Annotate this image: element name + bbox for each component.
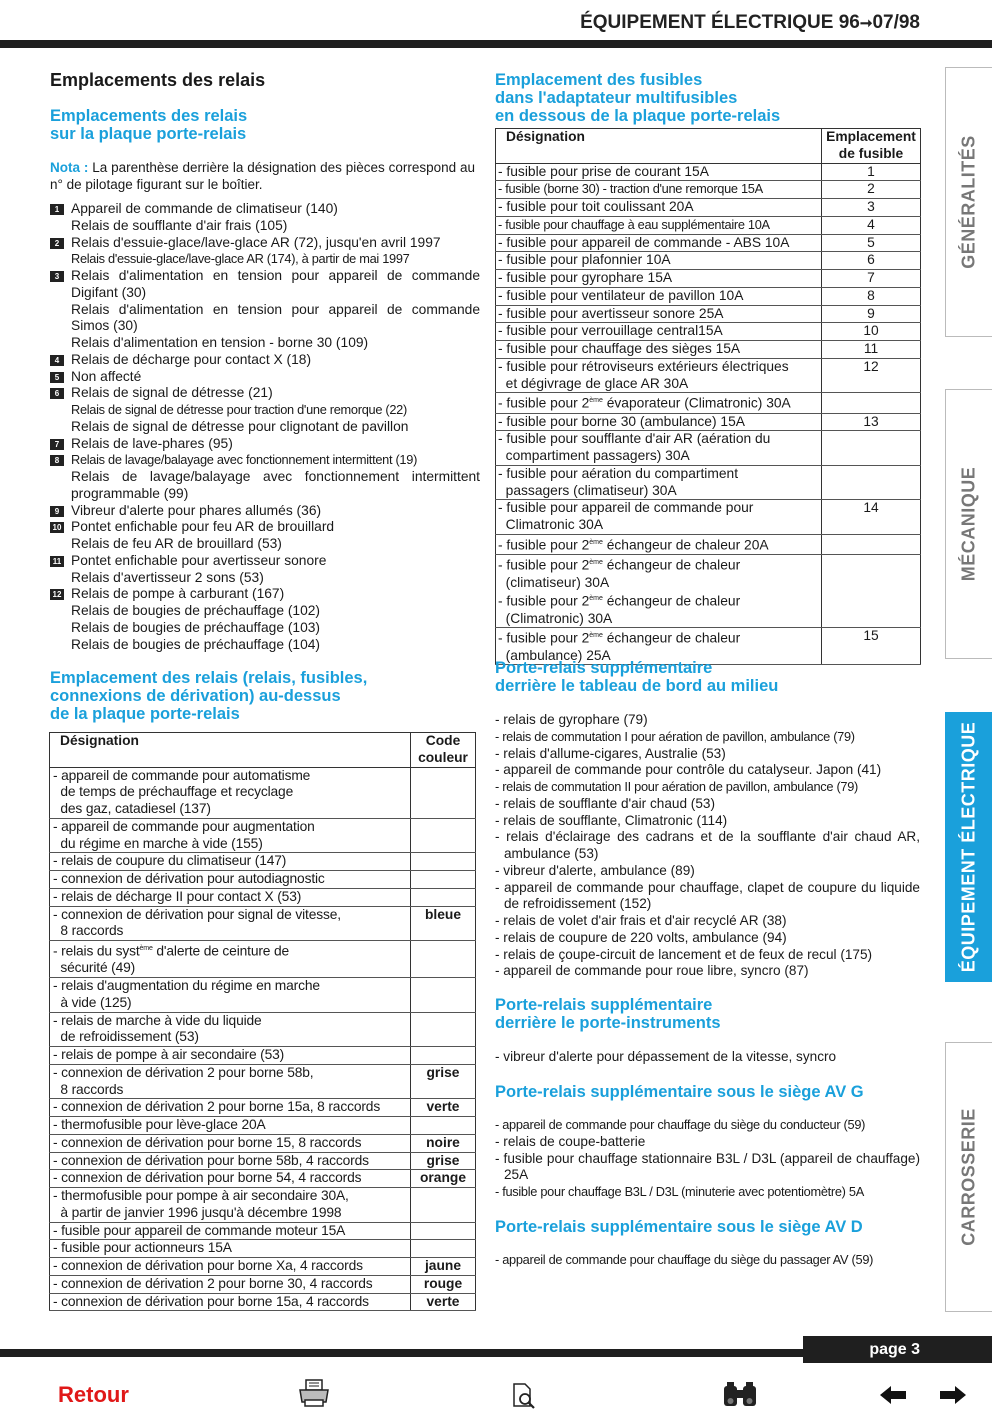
table-row (496, 270, 921, 288)
relay-number (50, 503, 71, 520)
color-code-cell (411, 978, 476, 1013)
table-row (50, 1222, 476, 1240)
table-row (50, 1134, 476, 1152)
table-header-row (496, 129, 921, 164)
designation-cell: - relais du syst$^{ème}$ d'alerte de ceinture de sécurité (49) (50, 941, 411, 978)
relay-number (50, 436, 71, 453)
table-row (50, 1188, 476, 1223)
relay-number (50, 352, 71, 369)
relay-item (50, 570, 480, 587)
section-heading-above-plaque (50, 669, 367, 723)
header-title-part2: 07/98 (872, 12, 920, 33)
list-item: - relais d'éclairage des cadrans et de la soufflante d'air chaud AR, ambulance (53) (495, 829, 920, 861)
designation-cell: - connexion de dérivation pour borne 54, 4 raccords (50, 1170, 411, 1188)
relay-item (50, 251, 480, 268)
color-code-cell (411, 1222, 476, 1240)
seat-right-relay-list (495, 1252, 920, 1269)
relay-item (50, 385, 480, 402)
relay-text: Relais d'essuie-glace/lave-glace AR (72), jusqu'en avril 1997 (71, 234, 441, 250)
table-row (496, 413, 921, 431)
table-row (50, 1275, 476, 1293)
list-item: - relais de coupe-batterie (495, 1133, 646, 1149)
heading-line: sur la plaque porte-relais (50, 125, 247, 143)
column-header-designation: Désignation (50, 733, 411, 768)
designation-cell: - fusible pour ventilateur de pavillon 10A (496, 287, 822, 305)
tab-mecanique[interactable] (945, 389, 992, 659)
relay-number-badge: 1 (50, 204, 64, 215)
nota-body: La parenthèse derrière la désignation des pièces correspond au n° de pilotage figurant sur le boîtier. (50, 160, 475, 192)
designation-cell: - fusible pour 2ème échangeur de chaleur (ambulance) 25A (496, 628, 822, 665)
fuse-position-cell (822, 393, 921, 413)
designation-cell: - fusible pour 2ème évaporateur (Climatronic) 30A (496, 393, 822, 413)
designation-cell: - connexion de dérivation pour signal de vitesse, 8 raccords (50, 906, 411, 941)
fuse-position-cell: 9 (822, 305, 921, 323)
table-row (50, 767, 476, 818)
table-row (50, 818, 476, 853)
relay-text: Relais d'essuie-glace/lave-glace AR (174), à partir de mai 1997 (71, 251, 410, 267)
relay-item (50, 452, 480, 469)
relay-table (49, 732, 476, 1311)
relay-list (50, 201, 480, 653)
arrow-left-icon[interactable] (878, 1384, 908, 1406)
color-code-cell (411, 1240, 476, 1258)
relay-number (50, 570, 71, 587)
heading-line: de la plaque porte-relais (50, 705, 240, 723)
color-code-cell: rouge (411, 1275, 476, 1293)
relay-text: Relais de bougies de préchauffage (102) (71, 603, 321, 618)
relay-number (50, 469, 71, 503)
color-code-cell (411, 1188, 476, 1223)
relay-number (50, 402, 71, 419)
relay-text: Relais de pompe à carburant (167) (71, 586, 285, 602)
color-code-cell: bleue (411, 906, 476, 941)
relay-item (50, 352, 480, 369)
relay-item (50, 218, 480, 235)
list-item: - appareil de commande pour chauffage du siège du passager AV (59) (495, 1252, 874, 1267)
relay-text: Relais de feu AR de brouillard (53) (71, 536, 282, 551)
fuse-position-cell (822, 431, 921, 466)
relay-number-badge: 11 (50, 556, 64, 567)
relay-item (50, 419, 480, 436)
relay-item (50, 268, 480, 302)
relay-number-badge: 5 (50, 372, 64, 383)
relay-text: Non affecté (71, 368, 142, 384)
relay-item (50, 519, 480, 536)
color-code-cell: grise (411, 1064, 476, 1099)
relay-number-badge: 10 (50, 522, 64, 533)
table-row (496, 199, 921, 217)
heading-line: derrière le porte-instruments (495, 1014, 721, 1032)
color-code-cell (411, 941, 476, 978)
table-row (496, 500, 921, 535)
designation-cell: - fusible (borne 30) - traction d'une remorque 15A (496, 181, 822, 199)
relay-number-badge: 7 (50, 439, 64, 450)
relay-text: Relais de signal de détresse pour traction d'une remorque (22) (71, 402, 407, 417)
relay-text: Relais de lave-phares (95) (71, 435, 233, 451)
designation-cell: - fusible pour rétroviseurs extérieurs électriques et dégivrage de glace AR 30A (496, 358, 822, 393)
list-item: - vibreur d'alerte, ambulance (89) (495, 862, 695, 878)
table-row (496, 431, 921, 466)
relay-text: Pontet enfichable pour avertisseur sonore (71, 552, 327, 568)
relay-number (50, 419, 71, 436)
designation-cell: - fusible pour gyrophare 15A (496, 270, 822, 288)
relay-item (50, 201, 480, 218)
designation-cell: - fusible pour aération du compartiment passagers (climatiseur) 30A (496, 465, 822, 500)
table-row (50, 1099, 476, 1117)
table-row (50, 906, 476, 941)
relay-number (50, 251, 71, 268)
zoom-page-icon[interactable] (510, 1382, 538, 1410)
relay-number (50, 620, 71, 637)
table-row (50, 1240, 476, 1258)
designation-cell: - fusible pour borne 30 (ambulance) 15A (496, 413, 822, 431)
designation-cell: - connexion de dérivation pour borne 58b, 4 raccords (50, 1152, 411, 1170)
fuse-position-cell: 10 (822, 323, 921, 341)
list-item: - relais de volet d'air frais et d'air recyclé AR (38) (495, 913, 787, 928)
relay-item (50, 302, 480, 336)
heading-line: Emplacements des relais (50, 107, 248, 125)
relay-text: Vibreur d'alerte pour phares allumés (36) (71, 502, 322, 518)
relay-item (50, 586, 480, 603)
section-heading-fuses (495, 71, 780, 125)
designation-cell: - fusible pour appareil de commande pour Climatronic 30A (496, 500, 822, 535)
relay-item (50, 369, 480, 386)
designation-cell: - thermofusible pour pompe à air secondaire 30A, à partir de janvier 1996 jusqu'à décembre 1998 (50, 1188, 411, 1223)
table-row (50, 888, 476, 906)
relay-number (50, 385, 71, 402)
fuse-position-cell (822, 555, 921, 628)
designation-cell: - fusible pour avertisseur sonore 25A (496, 305, 822, 323)
relay-number-badge: 12 (50, 589, 64, 600)
designation-cell: - connexion de dérivation 2 pour borne 30, 4 raccords (50, 1275, 411, 1293)
designation-cell: - relais d'augmentation du régime en marche à vide (125) (50, 978, 411, 1013)
relay-item (50, 235, 480, 252)
seat-left-relay-list (495, 1117, 920, 1201)
table-row (50, 1258, 476, 1276)
table-row (50, 1064, 476, 1099)
color-code-cell (411, 871, 476, 889)
table-row (496, 465, 921, 500)
fuse-position-cell: 6 (822, 252, 921, 270)
tab-equipement-electrique[interactable] (945, 712, 992, 982)
section-heading-plaque (50, 107, 247, 143)
relay-number (50, 519, 71, 536)
table-row (50, 978, 476, 1013)
designation-cell: - connexion de dérivation pour autodiagnostic (50, 871, 411, 889)
relay-text: Relais de soufflante d'air frais (105) (71, 217, 288, 233)
section-heading-instruments (495, 996, 721, 1032)
relay-text: Pontet enfichable pour feu AR de brouillard (71, 519, 335, 535)
fuse-position-cell: 7 (822, 270, 921, 288)
list-item: - fusible pour chauffage stationnaire B3L / D3L (appareil de chauffage) 25A (495, 1150, 920, 1183)
relay-number (50, 201, 71, 218)
relay-number (50, 586, 71, 603)
column-header-fuse-position: Emplacement de fusible (822, 129, 921, 164)
section-heading-seat-left: Porte-relais supplémentaire sous le siège AV G (495, 1083, 864, 1101)
table-row (496, 393, 921, 413)
list-item: - relais d'allume-cigares, Australie (53) (495, 745, 726, 761)
relay-item (50, 637, 480, 654)
designation-cell: - fusible pour actionneurs 15A (50, 1240, 411, 1258)
designation-cell: - connexion de dérivation pour borne Xa, 4 raccords (50, 1258, 411, 1276)
list-item: - relais de coupure de 220 volts, ambulance (94) (495, 929, 787, 945)
list-item: - appareil de commande pour chauffage, clapet de coupure du liquide de refroidissement (152) (495, 879, 920, 912)
relay-number-badge: 3 (50, 271, 64, 282)
table-row (496, 252, 921, 270)
heading-line: en dessous de la plaque porte-relais (495, 107, 781, 125)
designation-cell: - thermofusible pour lève-glace 20A (50, 1117, 411, 1135)
heading-line: Porte-relais supplémentaire (495, 659, 713, 677)
table-row (496, 216, 921, 234)
heading-line: Emplacement des relais (relais, fusibles, (50, 669, 368, 687)
color-code-cell (411, 1012, 476, 1047)
list-item: - appareil de commande pour roue libre, syncro (87) (495, 963, 809, 979)
relay-number-badge: 6 (50, 388, 64, 399)
table-row (50, 1012, 476, 1047)
list-item: - vibreur d'alerte pour dépassement de la vitesse, syncro (495, 1049, 837, 1064)
designation-cell: - connexion de dérivation 2 pour borne 15a, 8 raccords (50, 1099, 411, 1117)
designation-cell: - fusible pour 2ème échangeur de chaleur 20A (496, 534, 822, 554)
designation-cell: - fusible pour verrouillage central15A (496, 323, 822, 341)
relay-item (50, 503, 480, 520)
color-code-cell: verte (411, 1099, 476, 1117)
fuse-position-cell: 3 (822, 199, 921, 217)
retour-link[interactable]: Retour (58, 1382, 129, 1407)
relay-number-badge: 4 (50, 355, 64, 366)
header-title-part1: ÉQUIPEMENT ÉLECTRIQUE 96 (580, 12, 860, 33)
designation-cell: - relais de pompe à air secondaire (53) (50, 1047, 411, 1065)
list-item: - relais de gyrophare (79) (495, 712, 648, 727)
list-item: - relais de commutation I pour aération de pavillon, ambulance (79) (495, 728, 855, 744)
fuse-position-cell: 2 (822, 181, 921, 199)
dashboard-relay-list (495, 712, 920, 980)
relay-item (50, 335, 480, 352)
color-code-cell: noire (411, 1134, 476, 1152)
relay-text: Relais d'alimentation en tension - borne 30 (109) (71, 335, 369, 350)
designation-cell: - fusible pour chauffage à eau supplémentaire 10A (496, 216, 822, 234)
designation-cell: - connexion de dérivation pour borne 15a, 4 raccords (50, 1293, 411, 1311)
list-item: - appareil de commande pour chauffage du siège du conducteur (59) (495, 1117, 866, 1132)
fuse-position-cell: 12 (822, 358, 921, 393)
designation-cell: - relais de marche à vide du liquide de refroidissement (53) (50, 1012, 411, 1047)
relay-number (50, 218, 71, 235)
list-item: - appareil de commande pour contrôle du catalyseur. Japon (41) (495, 762, 882, 778)
relay-text: Relais de signal de détresse (21) (71, 385, 273, 401)
tab-label: GÉNÉRALITÉS (958, 135, 979, 269)
relay-text: Appareil de commande de climatiseur (140) (71, 201, 338, 216)
section-heading-seat-right: Porte-relais supplémentaire sous le siège AV D (495, 1218, 863, 1236)
relay-number (50, 335, 71, 352)
heading-line: Porte-relais supplémentaire (495, 996, 713, 1014)
designation-cell: - fusible pour prise de courant 15A (496, 163, 822, 181)
relay-number (50, 603, 71, 620)
heading-line: Emplacement des fusibles (495, 71, 703, 89)
table-row (496, 163, 921, 181)
table-header-row (50, 733, 476, 768)
color-code-cell (411, 853, 476, 871)
color-code-cell: verte (411, 1293, 476, 1311)
relay-number-badge: 8 (50, 455, 64, 466)
table-row (50, 853, 476, 871)
relay-number (50, 452, 71, 469)
color-code-cell (411, 1047, 476, 1065)
table-row (50, 871, 476, 889)
designation-cell: - fusible pour 2ème échangeur de chaleur (climatiseur) 30A - fusible pour 2ème échangeur de chaleur (Climatronic) 30A (496, 555, 822, 628)
arrow-right-icon[interactable] (938, 1384, 968, 1406)
table-row (50, 941, 476, 978)
relay-text: Relais de signal de détresse pour clignotant de pavillon (71, 418, 409, 434)
designation-cell: - fusible pour toit coulissant 20A (496, 199, 822, 217)
binoculars-icon[interactable] (721, 1380, 759, 1410)
color-code-cell (411, 1117, 476, 1135)
relay-text: Relais de bougies de préchauffage (104) (71, 636, 321, 652)
fuse-position-cell: 14 (822, 500, 921, 535)
relay-item (50, 402, 480, 419)
color-code-cell: grise (411, 1152, 476, 1170)
relay-text: Relais de bougies de préchauffage (103) (71, 619, 321, 635)
relay-number (50, 553, 71, 570)
designation-cell: - fusible pour soufflante d'air AR (aération du compartiment passagers) 30A (496, 431, 822, 466)
relay-text: Relais de décharge pour contact X (18) (71, 351, 312, 367)
table-row (496, 534, 921, 554)
relay-item (50, 620, 480, 637)
fuse-position-cell: 1 (822, 163, 921, 181)
relay-number (50, 235, 71, 252)
table-row (496, 555, 921, 628)
table-row (50, 1047, 476, 1065)
relay-item (50, 553, 480, 570)
fuse-position-cell: 5 (822, 234, 921, 252)
table-row (50, 1117, 476, 1135)
designation-cell: - connexion de dérivation pour borne 15, 8 raccords (50, 1134, 411, 1152)
relay-text: Relais d'alimentation en tension pour appareil de commande Simos (30) (71, 301, 480, 334)
fuse-position-cell: 15 (822, 628, 921, 665)
header-bar (0, 40, 992, 48)
designation-cell: - appareil de commande pour augmentation du régime en marche à vide (155) (50, 818, 411, 853)
designation-cell: - connexion de dérivation 2 pour borne 58b, 8 raccords (50, 1064, 411, 1099)
tab-generalites[interactable] (945, 67, 992, 337)
relay-number (50, 536, 71, 553)
tab-label: MÉCANIQUE (958, 466, 979, 582)
table-row (50, 1152, 476, 1170)
relay-item (50, 469, 480, 503)
relay-number (50, 369, 71, 386)
list-item: - fusible pour chauffage B3L / D3L (minuterie avec potentiomètre) 5A (495, 1184, 864, 1199)
table-row (496, 181, 921, 199)
header-arrow-icon: ➞ (859, 15, 873, 32)
fuse-table (495, 128, 921, 665)
list-item: - relais de commutation II pour aération de pavillon, ambulance (79) (495, 779, 859, 794)
color-code-cell (411, 767, 476, 818)
nota-label: Nota : (50, 160, 89, 175)
relay-text: Relais d'alimentation en tension pour appareil de commande Digifant (30) (71, 268, 480, 300)
table-row (496, 305, 921, 323)
section-heading-dashboard (495, 659, 778, 695)
heading-line: derrière le tableau de bord au milieu (495, 677, 779, 695)
designation-cell: - fusible pour appareil de commande moteur 15A (50, 1222, 411, 1240)
page-header-title (580, 12, 920, 34)
nota-text (50, 160, 475, 193)
column-header-color-code: Code couleur (411, 733, 476, 768)
designation-cell: - fusible pour plafonnier 10A (496, 252, 822, 270)
designation-cell: - appareil de commande pour automatisme de temps de préchauffage et recyclage des gaz, catadiesel (137) (50, 767, 411, 818)
relay-number (50, 302, 71, 336)
color-code-cell: orange (411, 1170, 476, 1188)
heading-line: connexions de dérivation) au-dessus (50, 687, 341, 705)
designation-cell: - relais de coupure du climatiseur (147) (50, 853, 411, 871)
relay-number (50, 637, 71, 654)
table-row (50, 1293, 476, 1311)
color-code-cell (411, 888, 476, 906)
table-row (496, 341, 921, 359)
instrument-relay-list (495, 1049, 920, 1066)
main-title: Emplacements des relais (50, 70, 266, 90)
tab-label: ÉQUIPEMENT ÉLECTRIQUE (958, 721, 979, 973)
relay-item (50, 436, 480, 453)
fuse-position-cell: 11 (822, 341, 921, 359)
printer-icon[interactable] (297, 1378, 331, 1408)
page-number: page 3 (803, 1336, 992, 1363)
list-item: - relais de soufflante, Climatronic (114) (495, 812, 728, 828)
tab-carrosserie[interactable] (945, 1042, 992, 1312)
column-header-designation: Désignation (496, 129, 822, 164)
relay-text: Relais de lavage/balayage avec fonctionnement intermittent (19) (71, 452, 418, 468)
fuse-position-cell: 13 (822, 413, 921, 431)
table-row (50, 1170, 476, 1188)
color-code-cell: jaune (411, 1258, 476, 1276)
color-code-cell (411, 818, 476, 853)
relay-text: Relais d'avertisseur 2 sons (53) (71, 569, 264, 585)
relay-number-badge: 2 (50, 238, 64, 249)
relay-item (50, 536, 480, 553)
designation-cell: - relais de décharge II pour contact X (53) (50, 888, 411, 906)
table-row (496, 234, 921, 252)
designation-cell: - fusible pour appareil de commande - ABS 10A (496, 234, 822, 252)
relay-number-badge: 9 (50, 506, 64, 517)
heading-line: dans l'adaptateur multifusibles (495, 89, 738, 107)
fuse-position-cell: 4 (822, 216, 921, 234)
table-row (496, 323, 921, 341)
fuse-position-cell (822, 465, 921, 500)
fuse-position-cell: 8 (822, 287, 921, 305)
tab-label: CARROSSERIE (958, 1108, 979, 1246)
relay-number (50, 268, 71, 302)
list-item: - relais de çoupe-circuit de lancement et de feux de recul (175) (495, 946, 873, 962)
relay-item (50, 603, 480, 620)
table-row (496, 358, 921, 393)
fuse-position-cell (822, 534, 921, 554)
designation-cell: - fusible pour chauffage des sièges 15A (496, 341, 822, 359)
list-item: - relais de soufflante d'air chaud (53) (495, 795, 715, 811)
relay-text: Relais de lavage/balayage avec fonctionnement intermittent programmable (99) (71, 469, 480, 501)
table-row (496, 287, 921, 305)
